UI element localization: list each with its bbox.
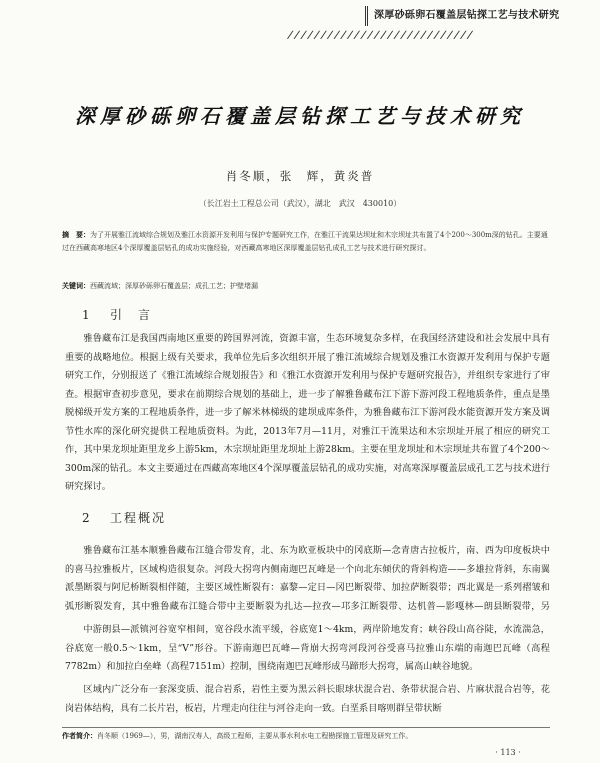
article-title: 深厚砂砾卵石覆盖层钻探工艺与技术研究 — [75, 104, 525, 128]
article-affiliation: （长江岩土工程总公司（武汉），湖北 武汉 430010） — [198, 199, 402, 208]
header-rule: //////////////////////////// — [286, 30, 477, 41]
footnote-text: 肖冬顺（1969—），男，湖南汉寿人，高级工程师，主要从事水利水电工程勘探施工管理及研究工作。 — [97, 732, 413, 740]
section-heading-overview — [82, 509, 166, 526]
keywords — [62, 280, 550, 292]
abstract-label: 摘 要： — [62, 230, 90, 239]
section-heading-introduction — [82, 306, 152, 323]
section-number: 1 — [82, 308, 92, 322]
footnote-label: 作者简介： — [62, 731, 97, 740]
section-number: 2 — [82, 511, 92, 525]
keywords-label: 关键词： — [62, 281, 90, 290]
abstract — [62, 228, 550, 255]
article-authors: 肖冬顺，张 辉，黄炎普 — [225, 169, 375, 183]
footnote-divider — [62, 727, 550, 728]
author-footnote — [62, 731, 550, 741]
paragraph: 中游朗县—派镇河谷宽窄相间，宽谷段水流平缓，谷底宽1～4km，两岸阶地发育；峡谷段山高谷陡，水流湍急，谷底宽一般0.5～1km，呈“V”形谷。下游南迦巴瓦峰—背崩大拐弯河段河谷受喜马拉雅山东端的南迦巴瓦峰（高程7782m）和加拉白垒峰（高程7151m）控制，围绕南迦巴瓦峰形成马蹄形大拐弯，属高山峡谷地貌。 — [65, 624, 550, 672]
paragraph: 区域内广泛分布一套深变质、混合岩系，岩性主要为黑云斜长眼球状混合岩、条带状混合岩、片麻状混合岩等，花岗岩体结构，具有二长片岩，板岩，片理走向往往与河谷走向一致。白垩系目喀则群呈带状断 — [65, 684, 550, 714]
abstract-text: 为了开展雅江流域综合规划及雅江水资源开发利用与保护专题研究工作，在雅江干流果达坝址和木宗坝址共布置了4个200～300m深的钻孔。主要通过在西藏高寒地区4个深厚覆盖层钻孔的成功实施经验，对西藏高寒地区深厚覆盖层钻孔成孔工艺与技术进行研究探讨。 — [62, 231, 548, 252]
running-head: 深厚砂砾卵石覆盖层钻探工艺与技术研究 — [365, 6, 600, 26]
page-number: · 113 · — [495, 748, 521, 757]
section-title: 工程概况 — [110, 511, 167, 525]
keywords-text: 西藏流域；深厚砂砾卵石覆盖层；成孔工艺；护壁堵漏 — [90, 282, 258, 290]
paragraph: 雅鲁藏布江基本顺雅鲁藏布江缝合带发育，北、东为欧亚板块中的冈底斯—念青唐古拉板片，南、西为印度板块中的喜马拉雅板片，区域构造很复杂。河段大拐弯内侧南迦巴瓦峰是一个向北东倾伏的背斜构造——多雄拉背斜，东南翼派墨断裂与阿尼桥断裂相伴随，主要区域性断裂有：嘉黎—定日—冈巴断裂带、加拉萨断裂带；西北翼是一系列褶皱和弧形断裂发育，其中雅鲁藏布江缝合带中主要断裂为扎达—拉孜—邛多江断裂带、达机普—影嘎林—朗县断裂带，另 — [65, 545, 550, 612]
section-title: 引 言 — [110, 308, 153, 322]
paragraph: 雅鲁藏布江是我国西南地区重要的跨国界河流，资源丰富，生态环境复杂多样，在我国经济建设和社会发展中具有重要的战略地位。根据上级有关要求，我单位先后多次组织开展了雅江流域综合规划及雅江水资源开发利用与保护专题研究工作，分别报送了《雅江流域综合规划报告》和《雅江水资源开发利用与保护专题研究报告》，并组织专家进行了审查。根据审查初步意见，要求在前期综合规划的基础上，进一步了解雅鲁藏布江下游下游河段工程地质条件，重点是墨脱梯级开发方案的工程地质条件，进一步了解米林梯级的建坝成库条件，为雅鲁藏布江下游河段水能资源开发方案及调节性水库的深化研究提供工程地质资料。为此，2013年7月—11月，对雅江干流果达和木宗坝址开展了相应的研究工作，其中果龙坝址距里龙乡上游5km，木宗坝址距里龙坝址上游28km。主要在里龙坝址和木宗坝址共布置了4个200～300m深的钻孔。本文主要通过在西藏高寒地区4个深厚覆盖层钻孔的成功实施，对高寒深厚覆盖层成孔工艺与技术进行研究探讨。 — [65, 333, 550, 492]
